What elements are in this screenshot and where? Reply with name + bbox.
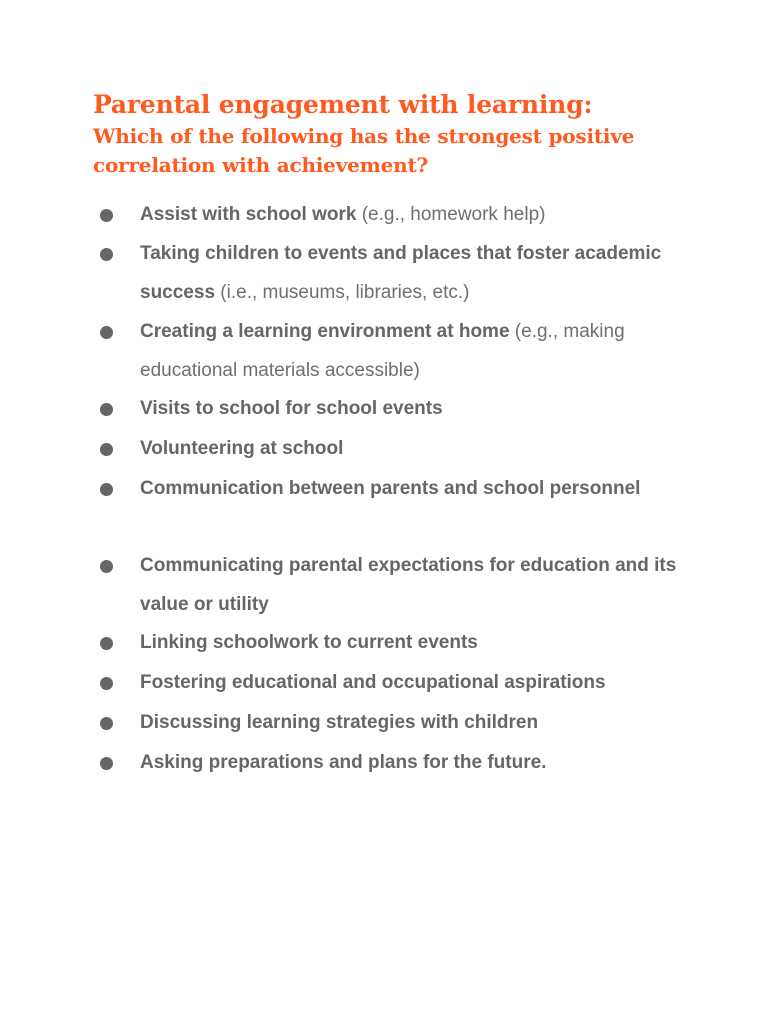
item-bold-text: Communication between parents and school personnel xyxy=(140,478,641,499)
bullet-icon xyxy=(100,560,113,573)
page-title: Parental engagement with learning: xyxy=(93,90,593,119)
list-item xyxy=(140,664,690,703)
heading-block xyxy=(93,88,713,180)
item-bold-text: Taking children to events and places that foster academic success xyxy=(140,243,662,303)
list-item xyxy=(140,430,690,469)
item-bold-text: Linking schoolwork to current events xyxy=(140,632,478,653)
item-bold-text: Visits to school for school events xyxy=(140,398,443,419)
item-detail-text: (i.e., museums, libraries, etc.) xyxy=(215,281,470,303)
list-item xyxy=(140,313,690,390)
bullet-icon xyxy=(100,757,113,770)
list-item xyxy=(140,547,690,624)
bullet-icon xyxy=(100,326,113,339)
item-bold-text: Volunteering at school xyxy=(140,438,344,459)
bullet-icon xyxy=(100,637,113,650)
item-bold-text: Fostering educational and occupational aspirations xyxy=(140,672,606,693)
item-detail-text: (e.g., making educational materials accessible) xyxy=(140,321,625,381)
list-item xyxy=(140,470,690,509)
bullet-icon xyxy=(100,483,113,496)
item-bold-text: Asking preparations and plans for the future. xyxy=(140,752,547,773)
list-item xyxy=(140,390,690,429)
bullet-icon xyxy=(100,717,113,730)
bullet-icon xyxy=(100,248,113,261)
item-detail-text: (e.g., homework help) xyxy=(356,204,546,225)
question-subtitle: Which of the following has the strongest positive correlation with achievement? xyxy=(93,124,635,177)
item-bold-text: Assist with school work xyxy=(140,204,357,225)
list-item xyxy=(140,196,690,235)
bullet-icon xyxy=(100,403,113,416)
list-item xyxy=(140,704,690,743)
list-item xyxy=(140,624,690,663)
bullet-icon xyxy=(100,443,113,456)
list-item xyxy=(140,235,690,312)
bullet-icon xyxy=(100,209,113,222)
bullet-icon xyxy=(100,677,113,690)
item-bold-text: Discussing learning strategies with children xyxy=(140,712,539,733)
item-bold-text: Creating a learning environment at home xyxy=(140,321,510,342)
list-item xyxy=(140,744,690,783)
item-bold-text: Communicating parental expectations for education and its value or utility xyxy=(140,555,677,615)
